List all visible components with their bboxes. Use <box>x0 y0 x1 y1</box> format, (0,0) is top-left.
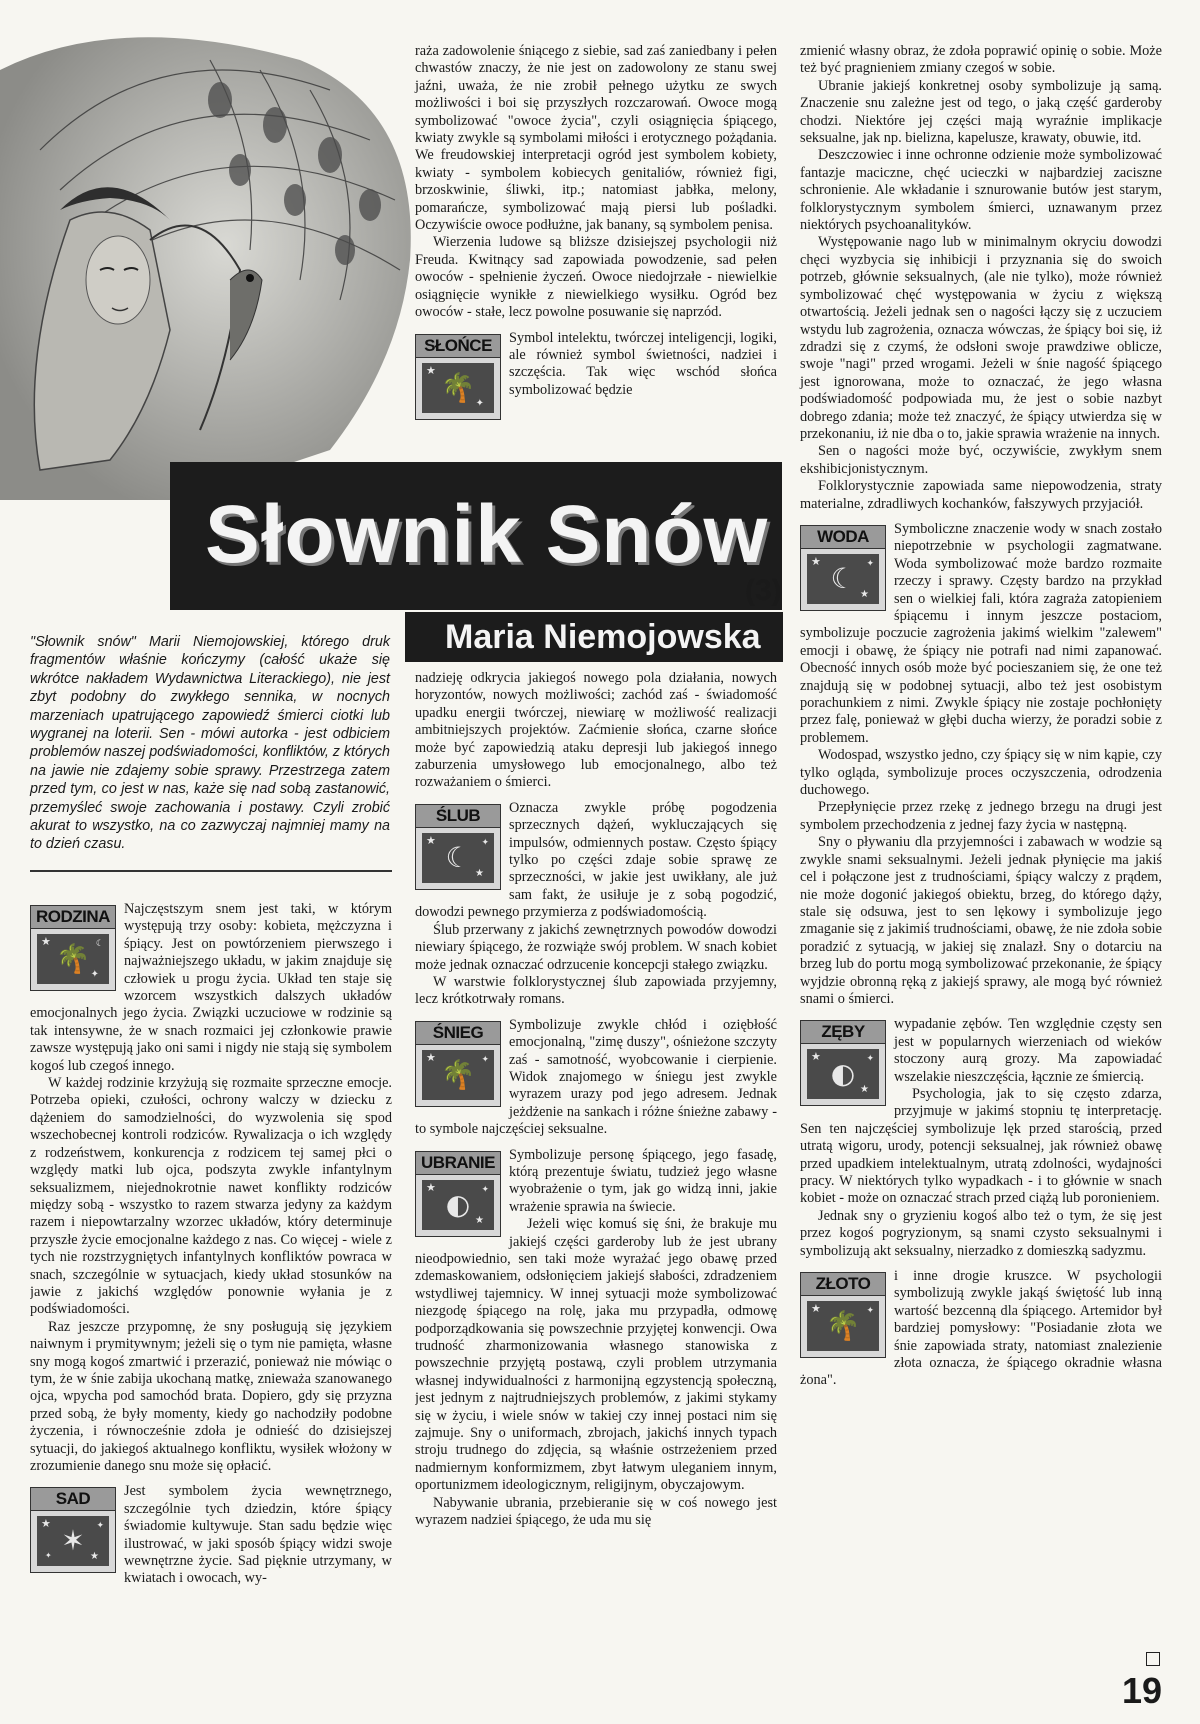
palm-stars-icon: ★ ✦ 🌴 <box>422 1050 494 1100</box>
column-1 <box>30 893 392 1592</box>
badge-ubranie <box>415 1151 501 1237</box>
palm-moon-stars-icon: ★ ☾ ✦ 🌴 <box>37 934 109 984</box>
moon-stars-icon: ★ ✦ ★ ☾ <box>422 833 494 883</box>
column-3 <box>800 43 1162 1394</box>
issue-number: (3) <box>745 574 782 607</box>
column-2-bottom <box>415 670 777 1534</box>
entry-slub <box>415 800 777 1009</box>
badge-label: SŁOŃCE <box>416 335 500 358</box>
article-title: Słownik Snów <box>205 489 769 580</box>
paragraph: nadzieję odkrycia jakiegoś nowego pola działania, nowych horyzontów, nowych możliwości; zachód zaś - świadomość upadku energii twórczej, niewiarę w możliwość realizacji ambitniejszych projektów. Zaćmienie słońca, czarne słońce może być zapowiedzią ataku depresji lub jakiegoś innego zaburzenia umysłowego lub emocjonalnego, albo też rozważaniem o śmierci. <box>415 670 777 791</box>
paragraph: Sen o nagości może być, oczywiście, zwykłym snem ekshibicjonistycznym. <box>800 443 1162 477</box>
badge-label: WODA <box>801 526 885 549</box>
entry-sad <box>30 1483 392 1587</box>
paragraph: i inne drogie kruszce. W psychologii symbolizują zwykle jakąś świętość lub inną wartość bezcenną dla śpiącego. Artemidor był bardziej pomysłowy: "Posiadanie złota we śnie zapowiada straty, natomiast znalezienie złota oznacza, że śpiącego okradnie własna żona". <box>800 1268 1162 1389</box>
entry-slonce <box>415 330 777 422</box>
paragraph: Deszczowiec i inne ochronne odzienie może symbolizować fantazje maciczne, chęć ucieczki w najbardziej zaciszne schronienie. Ale wkładanie i sznurowanie butów jest starym, folklorystycznym symbolem śmierci, uznawanym przez niektórych psychoanalityków. <box>800 147 1162 234</box>
half-moon-stars-icon: ★ ✦ ★ ◐ <box>807 1049 879 1099</box>
paragraph: Symbolizuje personę śpiącego, jego fasadę, którą prezentuje światu, tudzież jego własne wyobrażenie o tym, jak go widzą inni, jakie wrażenie sprawia na świecie. <box>509 1146 777 1215</box>
paragraph: Symboliczne znaczenie wody w snach zostało niepotrzebnie w psychologii zagmatwane. Woda symbolizować może bardzo rozmaite rzeczy i sprawy. Częsty bardzo na przykład sen o wielkiej fali, która zagraża zatopieniem śpiącemu i innym jeszcze postaciom, symbolizuje poczucie zagrożenia jakimś wielkim "zalewem" emocji i obawę, że śpiący nie potrafi nad nimi zapanować. Obecność innych osób może być pocieszaniem się, że one też znajdują się w podobnej sytuacji, albo też jest osobistym porachunkiem z nimi. Zwykle śpiący nie zostaje pochłonięty przez falę, ponieważ w głębi ducha wierzy, że poradzi sobie z problemem. <box>800 520 1162 746</box>
paragraph: Symbol intelektu, twórczej inteligencji, logiki, ale również symbol świetności, nadziei i szczęścia. Tak więc wschód słońca symbolizować będzie <box>509 329 777 398</box>
paragraph: W warstwie folklorystycznej ślub zapowiada przyjemny, lecz krótkotrwały romans. <box>415 973 777 1008</box>
author-name: Maria Niemojowska <box>445 618 761 656</box>
stars-icon: ★ ✦ ★ ✦ ✶ <box>37 1516 109 1566</box>
paragraph: Raz jeszcze przypomnę, że sny posługują się językiem naiwnym i prymitywnym; jeżeli się o tym nie pamięta, własne sny mogą kogoś zmartwić i przerazić, ponieważ nie mówiąc o tym, że w śnie zabija ukochaną matkę, znieważa szanowanego ojca, wpycha pod samochód brata. Dopiero, gdy się przyzna przed sobą, że były momenty, kiedy go nachodziły podobne życzenia, i równocześnie zdoła je odnieść do dzisiejszej sytuacji, do jakiegoś aktualnego konfliktu, wysiłek włożony w zrozumienie danego snu może się opłacić. <box>30 1318 392 1474</box>
badge-label: ZŁOTO <box>801 1273 885 1296</box>
badge-zloto <box>800 1272 886 1358</box>
end-mark-icon <box>1146 1652 1160 1666</box>
paragraph: zmienić własny obraz, że zdoła poprawić opinię o sobie. Może też być pragnieniem zmiany czegoś w sobie. <box>800 43 1162 77</box>
paragraph: Psychologia, jak to się często zdarza, przyjmuje w jakimś stopniu tę interpretację. Sen ten najczęściej symbolizuje lęk przed starością, przed utratą wigoru, urody, potencji seksualnej, jak również obawę przed upadkiem intelektualnym, utratą zdolności, wydajności pracy. W niektórych tylko wypadkach - i to głównie w snach kobiet - może on oznaczać strach przed ciążą lub poronieniem. <box>800 1085 1162 1207</box>
entry-snieg <box>415 1017 777 1139</box>
paragraph: Występowanie nago lub w minimalnym okryciu dowodzi chęci wyzbycia się inhibicji i przyznania się do swoich potrzeb, głównie seksualnych, (ale nie tylko), może również symbolizować chęć występowania w życiu z większą otwartością. Jeżeli jednak sen o nagości łączy się z uczuciem wstydu lub zagrożenia, oznacza wówczas, że śpiący boi się, iż zdradzi się z czymś, że odsłoni swoje prawdziwe oblicze, swoje "nagi" przed wrogami. Jeżeli w śnie nagość śpiącego jest ignorowana, może to oznaczać, że jego własna podświadomość podpowiada mu, że jest o sobie nazbyt dobrego zdania; może też znaczyć, że śpiący utwierdza się w przekonaniu, iż nie dba o to, jakie sprawia wrażenie na innych. <box>800 234 1162 442</box>
paragraph: Sny o pływaniu dla przyjemności i zabawach w wodzie są zwykle snami seksualnymi. Jeżeli jednak płynięcie ma jakiś cel i połączone jest z trudnościami, śpiący walczy z prądem, nie może dogonić jakiegoś obiektu, brzeg, do którego dąży, stale się odsuwa, jest to sen lękowy i symbolizuje jego zmaganie się z jakimiś trudnościami, obawę, że nie zdoła sobie poradzić z sytuacją, w jakiej się znalazł. Sny o dotarciu na brzeg lub do portu mogą symbolizować przekonanie, że śpiący wyjdzie obronną ręką z jakiejś sprawy, ale mogą być również snami o śmierci. <box>800 834 1162 1007</box>
paragraph: raża zadowolenie śniącego z siebie, sad zaś zaniedbany i pełen chwastów znaczy, że nie jest on zadowolony ze stanu swej jaźni, uważa, że nie zrobił pełnego użytku ze swych możliwości i boi się przyszłych rozczarowań. Owoce mogą symbolizować "owoce życia", czyli osiągnięcia śpiącego, kwiaty zwykle są symbolami miłości i erotycznego pożądania. We freudowskiej interpretacji ogród jest symbolem kobiety, kwiaty - symbolem kobiecych genitaliów, również figi, brzoskwinie, śliwki, itp.; natomiast jabłka, melony, pomarańcze, symbolizować mają piersi lub pośladki. Oczywiście owoce podłużne, jak banany, są symbolem penisa. <box>415 43 777 234</box>
paragraph: Nabywanie ubrania, przebieranie się w coś nowego jest wyrazem nadziei śpiącego, że uda mu się <box>415 1494 777 1529</box>
entry-ubranie <box>415 1147 777 1530</box>
entry-woda <box>800 521 1162 1008</box>
paragraph: wypadanie zębów. Ten względnie częsty sen jest w popularnych wierzeniach od wieków stoczony aurą grozy. Ma zapowiadać wszelakie nieszczęścia, łącznie ze śmiercią. <box>894 1016 1162 1085</box>
paragraph: Jednak sny o gryzieniu kogoś albo też o tym, że się jest przez kogoś pogryzionym, są snami czysto seksualnymi i symbolizują akt seksualny, nierzadko z domieszką sadyzmu. <box>800 1207 1162 1259</box>
badge-label: ZĘBY <box>801 1021 885 1044</box>
badge-label: SAD <box>31 1488 115 1511</box>
palm-star-icon: ★ ✦ 🌴 <box>422 363 494 413</box>
paragraph: Wodospad, wszystko jedno, czy śpiący się w nim kąpie, czy tylko ogląda, symbolizuje proces oczyszczenia, odrodzenia duchowego. <box>800 747 1162 799</box>
paragraph: Przepłynięcie przez rzekę z jednego brzegu na drugi jest symbolem przechodzenia z jednej fazy życia w następną. <box>800 799 1162 833</box>
paragraph: W każdej rodzinie krzyżują się rozmaite sprzeczne emocje. Potrzeba opieki, czułości, ochrony walczy w dziecku z dążeniem do samodzielności, do wyzwolenia się spod wszechobecnej kontroli rodziców. Rywalizacja o ich względy z rodzeństwem, konkurencja z rodzicem tej samej płci o względy matki lub ojca, podszyta zwykle infantylnym seksualizmem, niejednokrotnie nawet konflikty rodziców między sobą - wszystko to razem stwarza jedyny za każdym razem i niepowtarzalny wzorzec układów, który determinuje przyszłe życie emocjonalne każdego z nas. Co więcej - wiele z tych nie rozstrzygniętych infantylnych konfliktów powraca w snach, szczególnie w sytuacjach, kiedy układ stosunków na jawie z jakichś względów ponownie wyłania je z podświadomości. <box>30 1075 392 1318</box>
paragraph: Wierzenia ludowe są bliższe dzisiejszej psychologii niż Freuda. Kwitnący sad zapowiada powodzenie, sad pełen owoców - spełnienie życzeń. Owoce niedojrzałe - niewielkie osiągnięcie wynikłe z niewielkiego wysiłku. Ogród bez owoców - stałe, lecz powolne posuwanie się naprzód. <box>415 234 777 321</box>
paragraph: Jest symbolem życia wewnętrznego, szczególnie tych dziedzin, które śpiący świadomie kultywuje. Stan sadu będzie więc ilustrować, w jaki sposób śpiący widzi swoje wewnętrzne życie. Sad pięknie utrzymany, w kwiatach i owocach, wy- <box>124 1483 392 1587</box>
badge-woda <box>800 525 886 611</box>
badge-slonce <box>415 334 501 420</box>
paragraph: Jeżeli więc komuś się śni, że brakuje mu jakiejś części garderoby lub że jest ubrany nieodpowiednio, sen taki może wyrażać jego obawę przed zdemaskowaniem, odsłonięciem jakiejś słabości, zdradzeniem wstydliwej tajemnicy. W innej sytuacji może symbolizować niezgodę śpiącego na rolę, jaka mu przypadła, odmowę podporządkowania się powszechnie przyjętej konwencji. Owa trudność zharmonizowania własnego stanowiska z powszechnie przyjętą postawą, czyli problem utrzymania własnej indywidualności z harmonijną egzystencją społeczną, jest jednym z najtrudniejszych problemów, z jakimi stykamy się w życiu, i wiele snów w takiej czy innej postaci nim się zajmuje. Sny o uniformach, zbrojach, jakichś innych typach stroju trudnego do zdjęcia, są właśnie ostrzeżeniem przed nadmiernym konformizmem, zbyt łatwym uleganiem innym, oportunizmem ideologicznym, religijnym, obyczajowym. <box>415 1216 777 1494</box>
badge-sad <box>30 1487 116 1573</box>
entry-zloto <box>800 1268 1162 1390</box>
entry-rodzina <box>30 901 392 1475</box>
paragraph: Ślub przerwany z jakichś zewnętrznych powodów dowodzi niewiary śpiącego, że rozwiąże swój problem. W snach kobiet może jednak oznaczać odrzucenie koncepcji stałego związku. <box>415 921 777 973</box>
paragraph: Najczęstszym snem jest taki, w którym występują trzy osoby: kobieta, mężczyzna i śpiący. Jest on powtórzeniem pierwszego i najważniejszego układu, w jakim znajduje się człowiek u progu życia. Układ ten staje się wzorcem wszystkich dalszych układów emocjonalnych jego życia. Związki uczuciowe w rodzinie są tak intensywne, że w snach rozmaici jej członkowie prawie zawsze występują jako oni sami i nigdy nie stają się symbolem kogoś lub czegoś innego. <box>30 901 392 1074</box>
badge-snieg <box>415 1021 501 1107</box>
paragraph: Oznacza zwykle próbę pogodzenia sprzecznych dążeń, wykluczających się impulsów, odmiennych postaw. Często śpiący tylko po części zdaje sobie sprawę ze sprzeczności, w jakie jest uwikłany, ale już sam fakt, że usiłuje je z sobą pogodzić, dowodzi pewnego przymierza z podświadomością. <box>415 799 777 921</box>
intro-divider <box>30 870 392 872</box>
entry-zeby <box>800 1016 1162 1260</box>
badge-rodzina <box>30 905 116 991</box>
palm-stars-icon: ★ ✦ 🌴 <box>807 1301 879 1351</box>
badge-slub <box>415 804 501 890</box>
page-number: 19 <box>1122 1670 1163 1711</box>
badge-label: ŚNIEG <box>416 1022 500 1045</box>
column-2-top <box>415 43 777 426</box>
badge-label: UBRANIE <box>416 1152 500 1175</box>
badge-label: RODZINA <box>31 906 115 929</box>
half-moon-stars-icon: ★ ✦ ★ ◐ <box>422 1180 494 1230</box>
paragraph: Ubranie jakiejś konkretnej osoby symbolizuje ją samą. Znaczenie snu zależne jest od tego, o jaką część garderoby chodzi. Niektóre jej części mają wyraźnie implikacje seksualne, jak np. bielizna, kapelusze, krawaty, obuwie, itd. <box>800 77 1162 147</box>
moon-stars-icon: ★ ✦ ★ ☾ <box>807 554 879 604</box>
paragraph: Symbolizuje zwykle chłód i oziębłość emocjonalną, "zimę duszy", ośnieżone szczyty zaś - samotność, wyobcowanie i cierpienie. Widok znajomego w śniegu jest zwykle wyrazem urazy pod jego adresem. Jednak jeżdżenie na sankach i różne śnieżne zabawy - to symbole najczęściej seksualne. <box>415 1016 777 1138</box>
badge-zeby <box>800 1020 886 1106</box>
paragraph: Folklorystycznie zapowiada same niepowodzenia, straty materialne, zdradliwych kochanków, fałszywych przyjaciół. <box>800 478 1162 512</box>
intro-paragraph: "Słownik snów" Marii Niemojowskiej, którego druk fragmentów właśnie kończymy (całość ukaże się wkrótce nakładem Wydawnictwa Literackiego), nie jest zbyt podobny do zwykłego sennika, w nocnych marzeniach upatrującego zapowiedź śmierci ciotki lub wygranej na loterii. Sen - mówi autorka - jest odbiciem problemów naszej podświadomości, konfliktów, z których na jawie nie zdajemy sobie sprawy. Przestrzega zatem przed tym, co jest w nas, każe się nad sobą zastanowić, przemyśleć swoje zachowania i postawy. Czyli zrobić akurat to wszystko, na co zazwyczaj najmniej mamy na to dzień czasu. <box>30 634 390 853</box>
badge-label: ŚLUB <box>416 805 500 828</box>
